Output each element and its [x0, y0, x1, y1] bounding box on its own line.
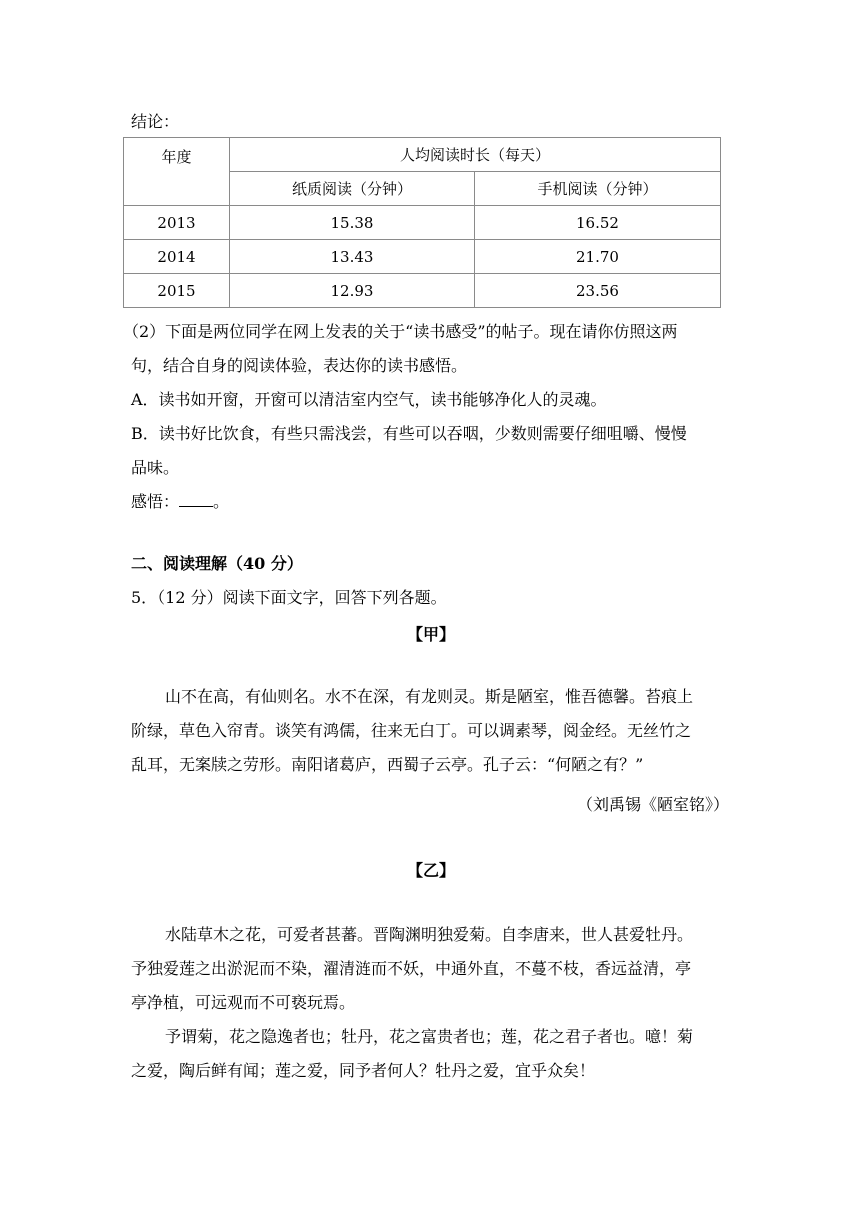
passage-jia-text	[131, 680, 731, 782]
passage-jia-line-2: 阶绿，草色入帘青。谈笑有鸿儒，往来无白丁。可以调素琴，阅金经。无丝竹之	[131, 721, 692, 740]
passage-jia-label: 【甲】	[406, 625, 455, 644]
passage-jia-line-3: 乱耳，无案牍之劳形。南阳诸葛庐，西蜀子云亭。孔子云：“何陋之有？”	[131, 755, 644, 774]
phone-cell: 23.56	[475, 274, 721, 308]
passage-jia-line-1: 山不在高，有仙则名。水不在深，有龙则灵。斯是陋室，惟吾德馨。苔痕上	[165, 687, 694, 706]
answer-end: 。	[213, 492, 230, 511]
answer-label: 感悟：	[131, 492, 180, 511]
table-row	[124, 206, 721, 240]
paper-cell: 13.43	[230, 240, 475, 274]
option-b-line-1: B．读书好比饮食，有些只需浅尝，有些可以吞咽，少数则需要仔细咀嚼、慢慢	[131, 424, 687, 443]
passage-yi-label: 【乙】	[406, 861, 455, 880]
table-row	[124, 240, 721, 274]
table-header-row	[124, 138, 721, 172]
section-heading: 二、阅读理解（40 分）	[131, 554, 303, 573]
year-header: 年度	[124, 138, 230, 206]
phone-cell: 21.70	[475, 240, 721, 274]
phone-cell: 16.52	[475, 206, 721, 240]
passage-yi-p1-line-2: 予独爱莲之出淤泥而不染，濯清涟而不妖，中通外直，不蔓不枝，香远益清，亭	[131, 959, 692, 978]
table-row	[124, 274, 721, 308]
group-header: 人均阅读时长（每天）	[230, 138, 721, 172]
year-cell: 2014	[124, 240, 230, 274]
year-cell: 2015	[124, 274, 230, 308]
answer-blank[interactable]	[179, 492, 213, 507]
q2-line-2: 句，结合自身的阅读体验，表达你的读书感悟。	[131, 356, 468, 375]
year-cell: 2013	[124, 206, 230, 240]
option-b-line-2: 品味。	[131, 458, 180, 477]
passage-yi-p2-line-2: 之爱，陶后鲜有闻；莲之爱，同予者何人？牡丹之爱，宜乎众矣！	[131, 1061, 596, 1080]
passage-yi-text	[131, 918, 731, 1088]
question-5: 5．（12 分）阅读下面文字，回答下列各题。	[131, 588, 447, 607]
passage-yi-p2-line-1: 予谓菊，花之隐逸者也；牡丹，花之富贵者也；莲，花之君子者也。噫！菊	[165, 1027, 694, 1046]
passage-yi-p1-line-3: 亭净植，可远观而不可亵玩焉。	[131, 993, 356, 1012]
question-2	[123, 315, 731, 519]
option-a: A．读书如开窗，开窗可以清洁室内空气，读书能够净化人的灵魂。	[131, 390, 607, 409]
reading-time-table	[123, 137, 721, 308]
q2-line-1: （2）下面是两位同学在网上发表的关于“读书感受”的帖子。现在请你仿照这两	[123, 322, 678, 341]
passage-yi-p1-line-1: 水陆草木之花，可爱者甚蕃。晋陶渊明独爱菊。自李唐来，世人甚爱牡丹。	[165, 925, 694, 944]
paper-cell: 15.38	[230, 206, 475, 240]
col-phone-header: 手机阅读（分钟）	[475, 172, 721, 206]
col-paper-header: 纸质阅读（分钟）	[230, 172, 475, 206]
answer-line	[131, 485, 731, 519]
conclusion-label: 结论：	[131, 112, 180, 131]
paper-cell: 12.93	[230, 274, 475, 308]
passage-jia-source: （刘禹锡《陋室铭》）	[576, 795, 729, 814]
